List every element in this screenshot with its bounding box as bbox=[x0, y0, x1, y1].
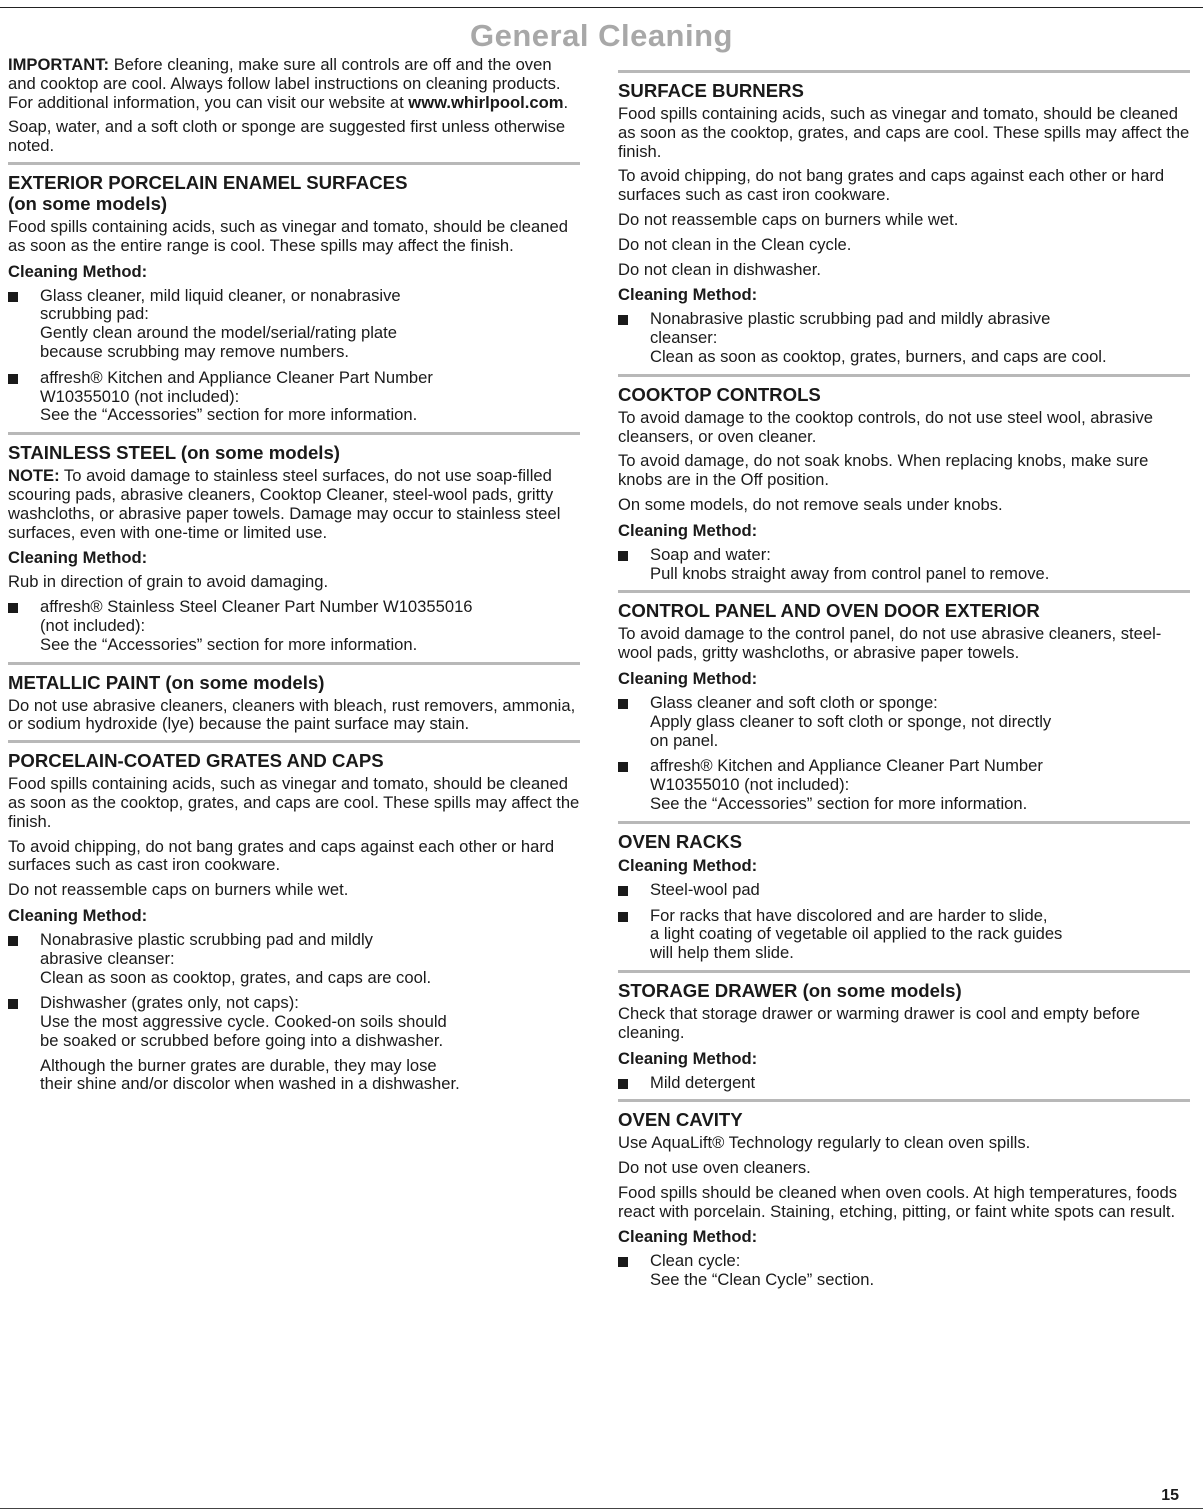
bullet-line: Nonabrasive plastic scrubbing pad and mildly bbox=[40, 929, 373, 949]
section-heading: PORCELAIN-COATED GRATES AND CAPS bbox=[8, 750, 384, 772]
bullet-item bbox=[618, 1252, 1190, 1290]
bullet-square-icon bbox=[618, 886, 628, 896]
bullet-item bbox=[8, 287, 580, 362]
section-heading: OVEN RACKS bbox=[618, 830, 742, 852]
bullet-square-icon bbox=[618, 551, 628, 561]
section-heading: OVEN CAVITY bbox=[618, 1109, 743, 1131]
bullet-line: Dishwasher (grates only, not caps): bbox=[40, 993, 299, 1013]
bullet-item bbox=[8, 931, 580, 987]
bullet-line: will help them slide. bbox=[650, 943, 794, 963]
section-divider bbox=[8, 662, 580, 665]
bullet-line: because scrubbing may remove numbers. bbox=[40, 341, 349, 361]
section-divider bbox=[8, 740, 580, 743]
section-heading: EXTERIOR PORCELAIN ENAMEL SURFACES bbox=[8, 171, 408, 193]
bullet-line: their shine and/or discolor when washed in a dishwasher. bbox=[40, 1074, 460, 1094]
bullet-line: Nonabrasive plastic scrubbing pad and mildly abrasive bbox=[650, 309, 1051, 329]
bullet-line: Clean cycle: bbox=[650, 1251, 741, 1271]
bullet-item bbox=[8, 369, 580, 425]
body-paragraph: Use AquaLift® Technology regularly to clean oven spills. bbox=[618, 1133, 1031, 1153]
bullet-item bbox=[618, 1074, 1190, 1093]
bullet-square-icon bbox=[8, 603, 18, 613]
section-divider bbox=[618, 1099, 1190, 1102]
cleaning-method-label: Cleaning Method: bbox=[618, 855, 758, 875]
bullet-square-icon bbox=[8, 936, 18, 946]
bullet-square-icon bbox=[618, 699, 628, 709]
bullet-item bbox=[618, 694, 1190, 750]
section bbox=[618, 831, 1190, 963]
bullet-extra-note bbox=[40, 1057, 580, 1095]
bullet-line: See the “Accessories” section for more information. bbox=[40, 405, 418, 425]
section-divider bbox=[8, 432, 580, 435]
bullet-line: See the “Accessories” section for more information. bbox=[650, 793, 1028, 813]
page-title: General Cleaning bbox=[470, 18, 733, 53]
bullet-square-icon bbox=[8, 292, 18, 302]
section bbox=[618, 980, 1190, 1092]
bullet-line: W10355010 (not included): bbox=[40, 386, 240, 406]
bullet-line: be soaked or scrubbed before going into a dishwasher. bbox=[40, 1030, 444, 1050]
page-number: 15 bbox=[1161, 1487, 1179, 1504]
section-divider bbox=[618, 374, 1190, 377]
cleaning-method-label: Cleaning Method: bbox=[8, 261, 148, 281]
body-paragraph: To avoid damage to the control panel, do not use abrasive cleaners, steel-wool pads, gritty washcloths, or abrasive paper towels. bbox=[618, 624, 1162, 663]
bullet-square-icon bbox=[618, 1257, 628, 1267]
website-suffix: . bbox=[563, 92, 569, 112]
note-text: To avoid damage to stainless steel surfaces, do not use soap-filled scouring pads, abrasive cleaners, Cooktop Cleaner, steel-wool pads, gritty washcloths, or abrasive paper towels. Damage may occur to stainless steel surfaces, even with one-time or limited use. bbox=[8, 466, 561, 542]
cleaning-method-label: Cleaning Method: bbox=[618, 1227, 758, 1247]
bullet-line: affresh® Kitchen and Appliance Cleaner Part Number bbox=[40, 367, 433, 387]
bullet-square-icon bbox=[618, 762, 628, 772]
bullet-item bbox=[618, 757, 1190, 813]
bullet-line: affresh® Kitchen and Appliance Cleaner Part Number bbox=[650, 756, 1043, 776]
bullet-line: Gently clean around the model/serial/rating plate bbox=[40, 323, 397, 343]
bullet-item bbox=[618, 546, 1190, 584]
body-paragraph: Do not reassemble caps on burners while wet. bbox=[618, 209, 959, 229]
section-heading: STORAGE DRAWER (on some models) bbox=[618, 979, 962, 1001]
section bbox=[618, 1109, 1190, 1290]
section-subheading: (on some models) bbox=[8, 192, 168, 214]
section bbox=[618, 384, 1190, 584]
section-divider bbox=[618, 70, 1190, 73]
top-rule bbox=[0, 7, 1203, 8]
section-heading: COOKTOP CONTROLS bbox=[618, 383, 821, 405]
important-paragraph bbox=[8, 56, 580, 112]
right-column bbox=[618, 70, 1190, 1297]
section-divider bbox=[8, 162, 580, 165]
bullet-line: Mild detergent bbox=[650, 1072, 756, 1092]
body-paragraph: To avoid chipping, do not bang grates and caps against each other or hard surfaces such as cast iron cookware. bbox=[8, 836, 555, 875]
section-divider bbox=[618, 590, 1190, 593]
section-heading: SURFACE BURNERS bbox=[618, 80, 804, 101]
body-paragraph: On some models, do not remove seals under knobs. bbox=[618, 494, 1003, 514]
bullet-line: abrasive cleanser: bbox=[40, 948, 175, 968]
section-heading: STAINLESS STEEL (on some models) bbox=[8, 442, 340, 464]
body-paragraph: Do not clean in dishwasher. bbox=[618, 259, 821, 279]
website-link[interactable]: www.whirlpool.com bbox=[408, 92, 564, 112]
cleaning-method-label: Cleaning Method: bbox=[8, 905, 148, 925]
bullet-line: Clean as soon as cooktop, grates, and caps are cool. bbox=[40, 967, 432, 987]
section bbox=[8, 750, 580, 1094]
body-paragraph: Food spills containing acids, such as vinegar and tomato, should be cleaned as soon as the cooktop, grates, and caps are cool. These spills may affect the finish. bbox=[618, 104, 1190, 161]
section-divider bbox=[618, 970, 1190, 973]
bullet-line: Although the burner grates are durable, they may lose bbox=[40, 1055, 437, 1075]
bullet-line: (not included): bbox=[40, 615, 146, 635]
important-text: Before cleaning, make sure all controls are off and the oven and cooktop are cool. Always follow label instructions on cleaning products. For additional information, you can visit our website at bbox=[8, 55, 561, 112]
bullet-line: Pull knobs straight away from control panel to remove. bbox=[650, 563, 1050, 583]
bullet-line: Apply glass cleaner to soft cloth or sponge, not directly bbox=[650, 711, 1052, 731]
section bbox=[618, 600, 1190, 813]
bottom-rule bbox=[0, 1508, 1203, 1509]
body-paragraph: Food spills containing acids, such as vinegar and tomato, should be cleaned as soon as the entire range is cool. These spills may affect the finish. bbox=[8, 216, 568, 255]
bullet-line: Use the most aggressive cycle. Cooked-on soils should bbox=[40, 1012, 447, 1032]
body-paragraph: Do not use abrasive cleaners, cleaners with bleach, rust removers, ammonia, or sodium hydroxide (lye) because the paint surface may stain. bbox=[8, 695, 576, 734]
bullet-line: See the “Clean Cycle” section. bbox=[650, 1270, 875, 1290]
bullet-line: For racks that have discolored and are harder to slide, bbox=[650, 905, 1048, 925]
bullet-line: W10355010 (not included): bbox=[650, 775, 850, 795]
soap-paragraph: Soap, water, and a soft cloth or sponge are suggested first unless otherwise noted. bbox=[8, 117, 566, 156]
body-paragraph: To avoid damage, do not soak knobs. When replacing knobs, make sure knobs are in the Off position. bbox=[618, 451, 1149, 490]
section-divider bbox=[618, 821, 1190, 824]
section bbox=[8, 172, 580, 425]
bullet-line: Glass cleaner, mild liquid cleaner, or nonabrasive bbox=[40, 285, 401, 305]
bullet-line: Steel-wool pad bbox=[650, 879, 760, 899]
bullet-line: cleanser: bbox=[650, 328, 718, 348]
body-paragraph: Food spills containing acids, such as vinegar and tomato, should be cleaned as soon as the cooktop, grates, and caps are cool. These spills may affect the finish. bbox=[8, 774, 580, 831]
section-heading: CONTROL PANEL AND OVEN DOOR EXTERIOR bbox=[618, 600, 1040, 622]
body-paragraph: To avoid chipping, do not bang grates and caps against each other or hard surfaces such as cast iron cookware. bbox=[618, 166, 1165, 205]
body-paragraph: Check that storage drawer or warming drawer is cool and empty before cleaning. bbox=[618, 1003, 1141, 1042]
bullet-square-icon bbox=[8, 374, 18, 384]
cleaning-method-label: Cleaning Method: bbox=[8, 548, 148, 568]
body-paragraph: Do not reassemble caps on burners while wet. bbox=[8, 880, 349, 900]
bullet-line: affresh® Stainless Steel Cleaner Part Number W10355016 bbox=[40, 597, 473, 617]
body-paragraph: Food spills should be cleaned when oven cools. At high temperatures, foods react with porcelain. Staining, etching, pitting, or faint white spots can result. bbox=[618, 1182, 1178, 1221]
note-label: NOTE: bbox=[8, 466, 60, 486]
bullet-line: scrubbing pad: bbox=[40, 304, 149, 324]
cleaning-method-label: Cleaning Method: bbox=[618, 285, 758, 305]
bullet-square-icon bbox=[618, 912, 628, 922]
bullet-line: See the “Accessories” section for more information. bbox=[40, 634, 418, 654]
body-paragraph: To avoid damage to the cooktop controls, do not use steel wool, abrasive cleansers, or oven cleaner. bbox=[618, 407, 1154, 446]
section-heading: METALLIC PAINT (on some models) bbox=[8, 671, 325, 693]
bullet-line: Glass cleaner and soft cloth or sponge: bbox=[650, 692, 938, 712]
bullet-item bbox=[8, 994, 580, 1094]
bullet-item bbox=[618, 310, 1190, 366]
bullet-line: Clean as soon as cooktop, grates, burners, and caps are cool. bbox=[650, 346, 1107, 366]
note-paragraph bbox=[8, 467, 580, 542]
section bbox=[618, 80, 1190, 367]
cleaning-method-label: Cleaning Method: bbox=[618, 1048, 758, 1068]
bullet-item bbox=[8, 598, 580, 654]
bullet-item bbox=[618, 907, 1190, 963]
body-paragraph: Rub in direction of grain to avoid damaging. bbox=[8, 572, 329, 592]
bullet-square-icon bbox=[618, 1079, 628, 1089]
bullet-line: a light coating of vegetable oil applied to the rack guides bbox=[650, 924, 1063, 944]
bullet-item bbox=[618, 881, 1190, 900]
body-paragraph: Do not use oven cleaners. bbox=[618, 1158, 811, 1178]
section bbox=[8, 672, 580, 735]
important-label: IMPORTANT: bbox=[8, 55, 110, 74]
bullet-square-icon bbox=[8, 999, 18, 1009]
section bbox=[8, 442, 580, 654]
bullet-line: Soap and water: bbox=[650, 544, 771, 564]
cleaning-method-label: Cleaning Method: bbox=[618, 668, 758, 688]
cleaning-method-label: Cleaning Method: bbox=[618, 520, 758, 540]
body-paragraph: Do not clean in the Clean cycle. bbox=[618, 234, 852, 254]
bullet-square-icon bbox=[618, 315, 628, 325]
left-column bbox=[8, 56, 580, 1101]
bullet-line: on panel. bbox=[650, 730, 719, 750]
